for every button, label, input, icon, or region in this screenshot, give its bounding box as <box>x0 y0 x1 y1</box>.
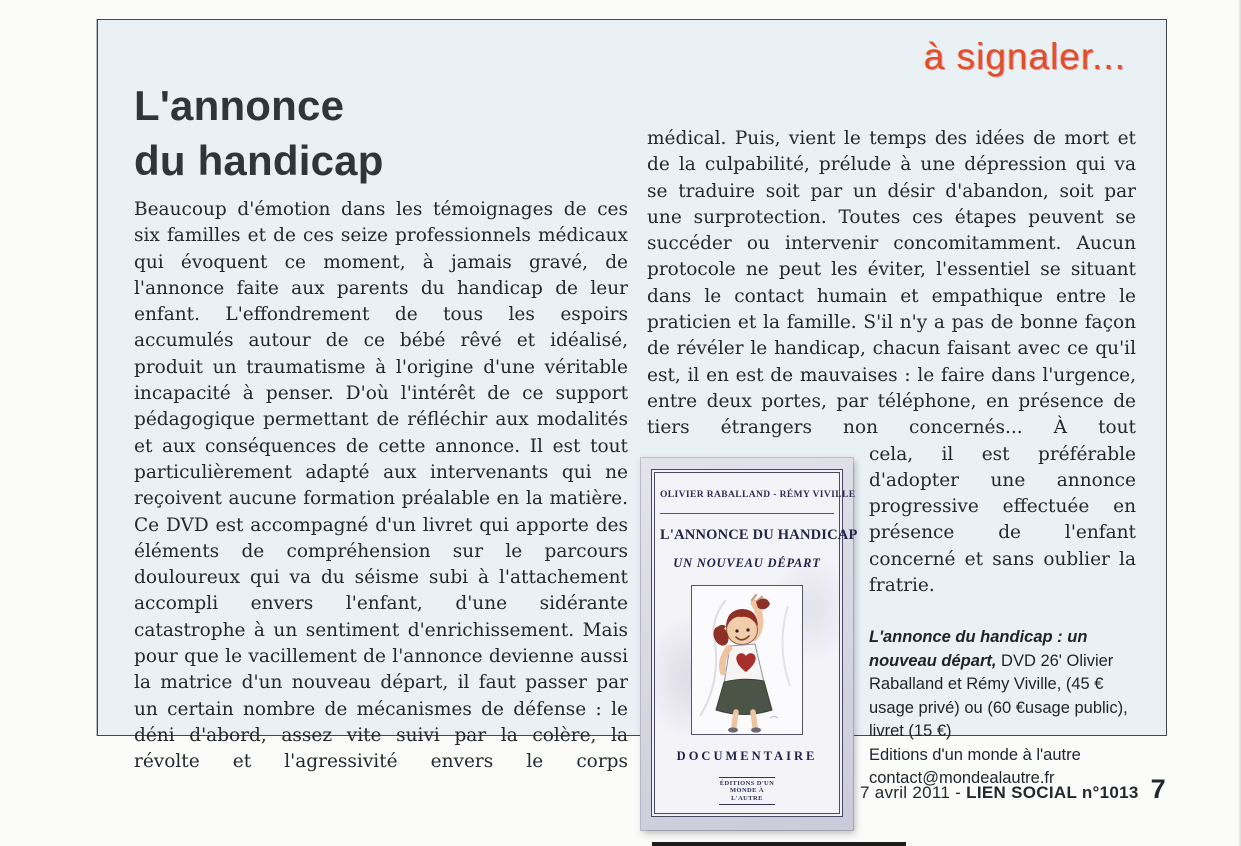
article-text-left: Beaucoup d'émotion dans les témoignages de ces six familles et de ces seize professionnels médicaux qui évoquent ce moment, à jamais gravé, de l'annonce faite aux parents du handicap de leur enfant. L'effondrement de tous les espoirs accumulés autour de ce bébé rêvé et idéalisé, produit un traumatisme à l'origine d'une véritable incapacité à penser. D'où l'intérêt de ce support pédagogique permettant de réfléchir aux modalités et aux conséquences de cette annonce. Il est tout particulièrement adapté aux intervenants qui ne reçoivent aucune formation préalable en la matière. Ce DVD est accompagné d'un livret qui apporte des éléments de compréhension sur le parcours douloureux qui va du séisme subi à l'attachement accompli envers l'enfant, d'une sidérante catastrophe à un sentiment d'enrichissement. Mais pour que le vacillement de l'annonce devienne aussi la matrice d'un nouveau départ, il faut passer par un certain nombre de mécanismes de défense : le déni d'abord, assez vite suivi par la colère, la révolte et l'agressivité envers le corps <box>134 199 628 773</box>
caption-title: L'annonce du handicap : un nouveau départ, <box>869 628 1088 670</box>
dvd-genre: DOCUMENTAIRE <box>676 749 818 764</box>
article-column-right <box>647 126 1136 830</box>
caption-details: DVD 26' Olivier Raballand et Rémy Viville, (45 € usage privé) ou (60 €usage public), livret (15 €) <box>869 651 1128 741</box>
dvd-subtitle: UN NOUVEAU DÉPART <box>673 556 821 571</box>
dvd-cover-frame-outer <box>651 469 858 818</box>
dvd-cover <box>641 458 858 831</box>
article-text-right-wrapped: cela, il est préférable d'adopter une annonce progressive effectuée en présence de l'enfant concerné et sans oublier la fratrie. <box>869 443 1136 597</box>
footer-magazine-title: LIEN SOCIAL n°1013 <box>966 783 1139 802</box>
article-title-line1: L'annonce <box>134 82 345 129</box>
page-footer <box>860 774 1166 805</box>
dvd-authors: OLIVIER RABALLAND - RÉMY VIVILLE <box>660 482 834 514</box>
article-column-left <box>134 197 628 776</box>
article-text-right-top: médical. Puis, vient le temps des idées de mort et de la culpabilité, prélude à une dépression qui va se traduire soit par un désir d'abandon, soit par une surprotection. Toutes ces étapes peuvent se succéder ou intervenir concomitamment. Aucun protocole ne peut les éviter, l'essentiel se situant dans le contact humain et empathique entre le praticien et la famille. S'il n'y a pas de bonne façon de révéler le handicap, chacun faisant avec ce qu'il est, il en est de mauvaises : le faire dans l'urgence, entre deux portes, par téléphone, en présence de tiers étrangers non concernés... À tout <box>647 128 1136 439</box>
dvd-cover-frame-inner <box>654 472 858 815</box>
dvd-title: L'ANNONCE DU HANDICAP <box>660 526 858 543</box>
footer-page-number: 7 <box>1150 774 1166 804</box>
article-title <box>134 78 384 188</box>
dvd-publisher-logo: ÉDITIONS D'UN MONDE À L'AUTRE <box>719 777 775 806</box>
girl-illustration <box>691 585 803 735</box>
caption-publisher: Editions d'un monde à l'autre <box>869 745 1081 764</box>
article-title-line2: du handicap <box>134 137 384 184</box>
section-rubric: à signaler... <box>923 36 1126 77</box>
footer-date: 7 avril 2011 - <box>859 783 967 802</box>
caption-email: contact@mondealautre.fr <box>869 769 1055 788</box>
scan-artifact-strip <box>652 842 906 846</box>
